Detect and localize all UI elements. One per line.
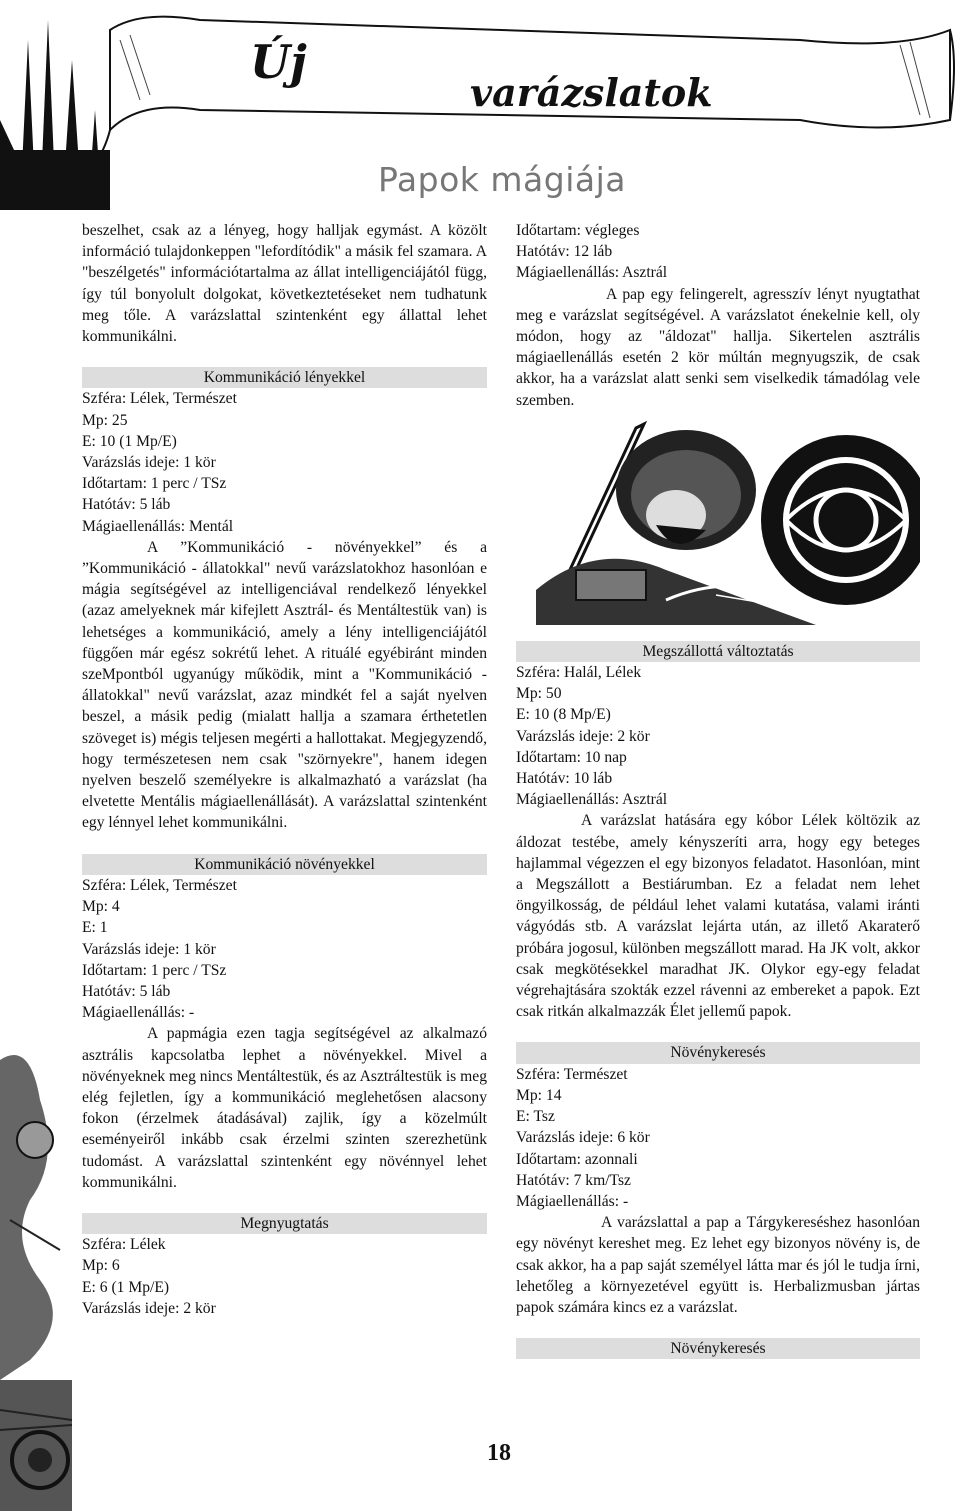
spell-title-kommunikacio-lenyekkel: Kommunikáció lényekkel: [82, 367, 487, 388]
spell-stat: Varázslás ideje: 1 kör: [82, 454, 216, 472]
spell-stat: Mágiaellenállás: -: [516, 1192, 629, 1210]
spell-title-kommunikacio-novenyekkel: Kommunikáció növényekkel: [82, 854, 487, 875]
spell-stat: Mp: 50: [516, 685, 562, 703]
spell-stat: Mágiaellenállás: Asztrál: [516, 264, 668, 282]
spell-stat: Hatótáv: 5 láb: [82, 496, 171, 514]
page-header: [0, 0, 960, 210]
spell-description: A pap egy felingerelt, agresszív lényt nyugtathat meg e varázslat segítségével. A varázslatot énekelnie kell, oly módon, hogy az "áldozat" hallja. Sikertelen asztrális mágiaellenállás esetén 2 kör múltán megnyugszik, de csak akkor, ha a varázslat alatt senki sem viselkedik támadólag vele szemben.: [516, 285, 920, 409]
spell-stat: Hatótáv: 12 láb: [516, 243, 613, 261]
side-decoration-illustration: [0, 1020, 72, 1511]
spell-stat: Mp: 25: [82, 411, 128, 429]
spell-stat: Szféra: Lélek, Természet: [82, 876, 237, 894]
page-number: 18: [487, 1440, 511, 1466]
spell-stat: Mágiaellenállás: Mentál: [82, 517, 234, 535]
logo-word-uj: Új: [250, 35, 307, 89]
spell-stat: Mp: 4: [82, 898, 120, 916]
spell-stat: Varázslás ideje: 1 kör: [82, 940, 216, 958]
spell-description: A ”Kommunikáció - növényekkel” és a ”Kommunikáció - állatokkal" nevű varázslatokhoz hasonlóan e mágia segítségével az intelligenciával rendelkező lényekkel (azaz amelyeknek már kifejlett Asztrál- és Mentáltestük van) is lehetséges a kommunikáció, amely a lény intelligenciájától függően már egész sokrétű lehet. A rituálé egyébiránt minden szeMpontból ugyanúgy működik, mint a "Kommunikáció - állatokkal" nevű varázslat, azaz mindkét fel a saját nyelven beszel, a másik pedig (mialatt hallja a szamara érthetetlen szöveget is) mégis teljesen megérti a hallottakat. Megjegyzendő, hogy természetesen nem csak "szörnyekre", hanem idegen nyelven beszelő személyekre is alkalmazható a varázslat (ha elvetette Mentális mágiaellenállását). A varázslattal szintenként egy lénnyel lehet kommunikálni.: [82, 538, 487, 832]
spell-stat: Mp: 6: [82, 1257, 120, 1275]
spell-stat: E: 10 (8 Mp/E): [516, 706, 611, 724]
spell-description: A papmágia ezen tagja segítségével az alkalmazó asztrális kapcsolatba lephet a növényekkel. Mivel a növényeknek meg nincs Mentáltestük, és az Asztráltestük is meg elég fejletlen, így a kommunikáció meglehetősen alacsony fokon (érzelmek átadásával) zajlik, így a közelmúlt eseményeiről inkább csak érzelmi szinten szerezhetünk tudomást. A varázslattal szintenként egy növénnyel lehet kommunikálni.: [82, 1025, 487, 1191]
spell-stat: Időtartam: 1 perc / TSz: [82, 961, 227, 979]
spell-stat: E: 10 (1 Mp/E): [82, 432, 177, 450]
warrior-illustration: [516, 420, 920, 625]
right-column: [516, 220, 920, 1359]
spell-stat: Szféra: Halál, Lélek: [516, 664, 642, 682]
spell-stat: Hatótáv: 5 láb: [82, 982, 171, 1000]
spell-description: A varázslat hatására egy kóbor Lélek költözik az áldozat testébe, amely kényszeríti arra, hogy egy beteges hajlammal végezzen el egy bizonyos feladatot. Hasonlóan, mint a Megszállott a Bestiárumban. Ez a feladat nem lehet öngyilkosság, de például lehet valami kutatása, valami iránti vágyódás stb. A varázslat lejárta után, az illető Akaraterő próbára jogosul, különben megszállott marad. Ha JK volt, akkor csak megkötésekkel maradhat JK. Olykor egy-egy feladat végrehajtására szokták ezzel rávenni az embereket a papok. Ezt csak ritkán alkalmazzák Élet jellemű papok.: [516, 812, 920, 1021]
spell-stat: E: 1: [82, 919, 108, 937]
spell-stat: Varázslás ideje: 2 kör: [516, 727, 650, 745]
spell-stat: Hatótáv: 7 km/Tsz: [516, 1171, 631, 1189]
spell-stat: Időtartam: 10 nap: [516, 748, 627, 766]
spell-stat: Szféra: Lélek, Természet: [82, 390, 237, 408]
spell-stat: Varázslás ideje: 6 kör: [516, 1129, 650, 1147]
spell-stat: Hatótáv: 10 láb: [516, 770, 613, 788]
spell-stat: Mágiaellenállás: -: [82, 1004, 195, 1022]
spell-title-novenykereses: Növénykeresés: [516, 1042, 920, 1063]
spell-description: A varázslattal a pap a Tárgykereséshez hasonlóan egy növényt kereshet meg. Ez lehet egy bizonyos növény is, de csak akkor, ha a pap saját személyel látta mar és jól le tudja írni, lehetőleg a környezetével együtt is. Herbalizmusban jártas papok számára kincs ez a varázslat.: [516, 1214, 920, 1316]
intro-paragraph: beszelhet, csak az a lényeg, hogy halljak egymást. A közölt információ tulajdonkeppen "lefordítódik" a másik fel szamara. A "beszélgetés" információtartalma az állat intelligenciájától függ, így túl bonyolult dolgokat, következtetéseket nem tudhatunk meg tőle. A varázslattal szintenként egy állattal lehet kommunikálni.: [82, 222, 487, 346]
spell-stat: Időtartam: azonnali: [516, 1150, 638, 1168]
spell-title-megnyugtatas: Megnyugtatás: [82, 1213, 487, 1234]
section-title: Papok mágiája: [378, 160, 626, 199]
spell-stat: Varázslás ideje: 2 kör: [82, 1299, 216, 1317]
spell-stat: E: Tsz: [516, 1108, 555, 1126]
logo-word-varazslatok: varázslatok: [470, 70, 713, 115]
spell-stat: E: 6 (1 Mp/E): [82, 1278, 170, 1296]
spell-stat: Mp: 14: [516, 1086, 562, 1104]
spell-stat: Időtartam: végleges: [516, 222, 640, 239]
spell-stat: Időtartam: 1 perc / TSz: [82, 475, 227, 493]
spell-stat: Szféra: Lélek: [82, 1236, 166, 1254]
spell-title-novenykereses-2: Növénykeresés: [516, 1338, 920, 1359]
spell-title-megszallotta-valtoztatas: Megszállottá változtatás: [516, 641, 920, 662]
spell-stat: Szféra: Természet: [516, 1065, 628, 1083]
left-column: [82, 220, 487, 1319]
spell-stat: Mágiaellenállás: Asztrál: [516, 791, 668, 809]
